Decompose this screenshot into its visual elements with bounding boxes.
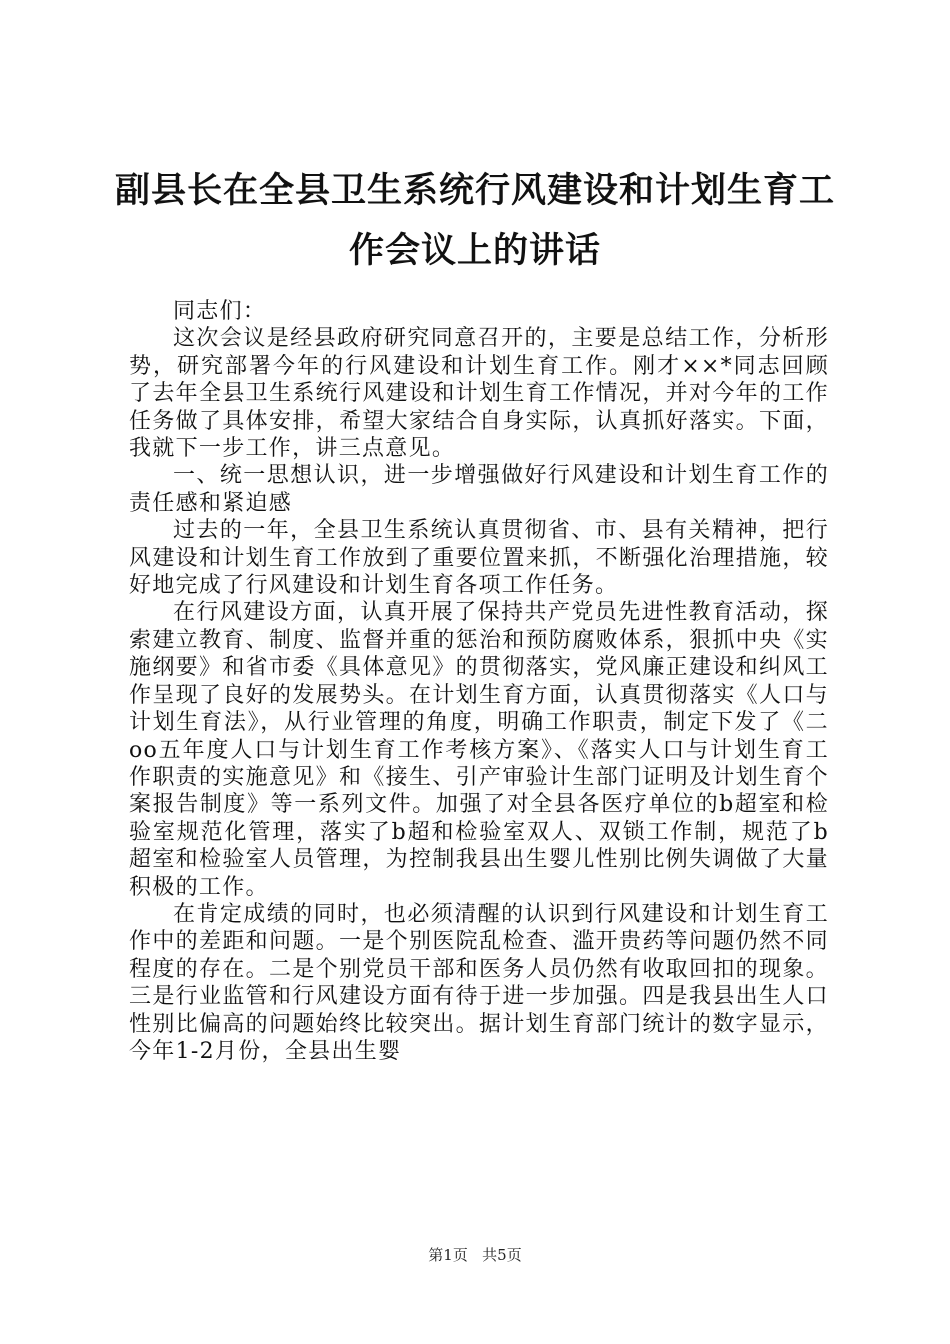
- body-paragraph: 这次会议是经县政府研究同意召开的，主要是总结工作，分析形势，研究部署今年的行风建设和计划生育工作。刚才××*同志回顾了去年全县卫生系统行风建设和计划生育工作情况，并对今年的工作任务做了具体安排，希望大家结合自身实际，认真抓好落实。下面，我就下一步工作，讲三点意见。: [129, 326, 829, 462]
- document-title-line-2: 作会议上的讲话: [348, 230, 601, 271]
- page-number: 第1页: [428, 1246, 468, 1264]
- page-total: 共5页: [482, 1246, 522, 1264]
- body-paragraph: 在肯定成绩的同时，也必须清醒的认识到行风建设和计划生育工作中的差距和问题。一是个别医院乱检查、滥开贵药等问题仍然不同程度的存在。二是个别党员干部和医务人员仍然有收取回扣的现象。三是行业监管和行风建设方面有待于进一步加强。四是我县出生人口性别比偏高的问题始终比较突出。据计划生育部门统计的数字显示，今年1-2月份，全县出生婴: [129, 901, 829, 1064]
- document-body: [129, 298, 829, 1065]
- section-heading: 一、统一思想认识，进一步增强做好行风建设和计划生育工作的责任感和紧迫感: [129, 463, 829, 516]
- body-paragraph: 在行风建设方面，认真开展了保持共产党员先进性教育活动，探索建立教育、制度、监督并重的惩治和预防腐败体系，狠抓中央《实施纲要》和省市委《具体意见》的贯彻落实，党风廉正建设和纠风工作呈现了良好的发展势头。在计划生育方面，认真贯彻落实《人口与计划生育法》，从行业管理的角度，明确工作职责，制定下发了《二oo五年度人口与计划生育工作考核方案》、《落实人口与计划生育工作职责的实施意见》和《接生、引产审验计生部门证明及计划生育个案报告制度》等一系列文件。加强了对全县各医疗单位的b超室和检验室规范化管理，落实了b超和检验室双人、双锁工作制，规范了b超室和检验室人员管理，为控制我县出生婴儿性别比例失调做了大量积极的工作。: [129, 600, 829, 900]
- salutation: 同志们：: [173, 299, 267, 324]
- document-title-line-1: 副县长在全县卫生系统行风建设和计划生育工: [114, 170, 835, 211]
- body-paragraph: 过去的一年，全县卫生系统认真贯彻省、市、县有关精神，把行风建设和计划生育工作放到了重要位置来抓，不断强化治理措施，较好地完成了行风建设和计划生育各项工作任务。: [129, 518, 829, 599]
- page-footer: [0, 1244, 950, 1265]
